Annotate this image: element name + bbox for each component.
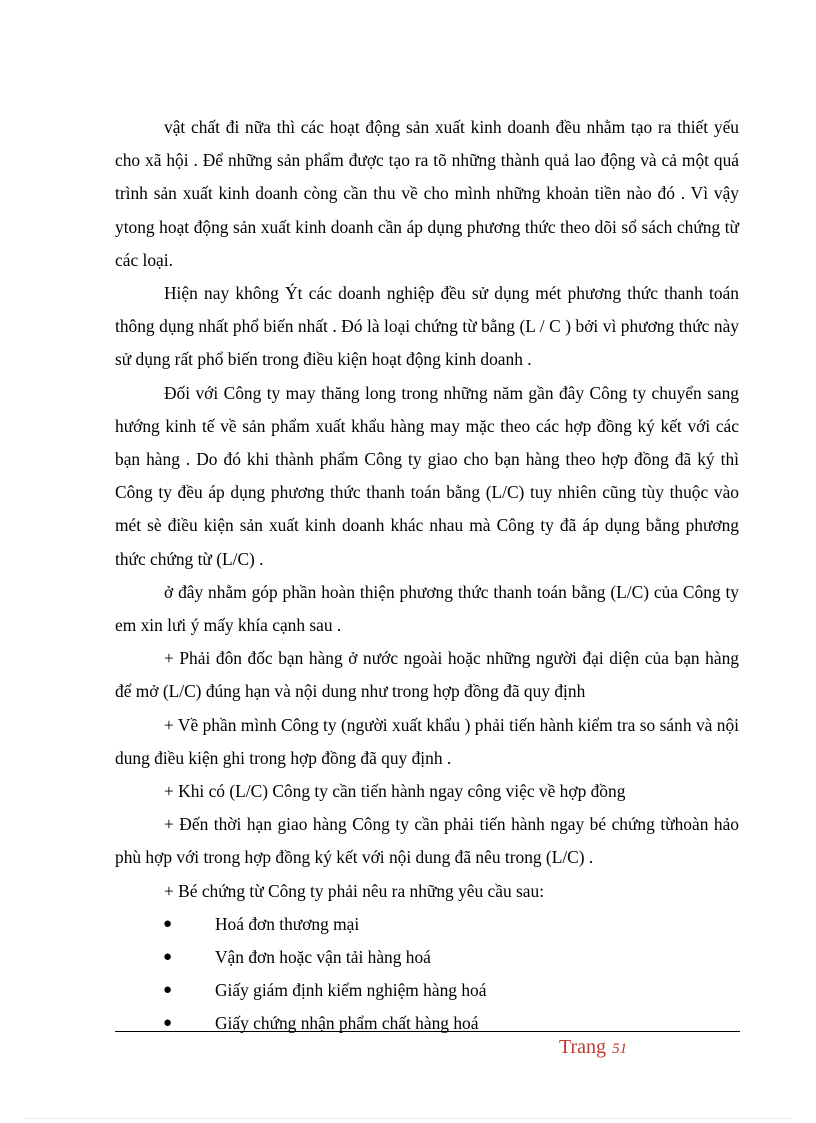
list-item-text: Hoá đơn thương mại	[215, 913, 360, 934]
footer-divider	[115, 1031, 740, 1032]
paragraph: ở đây nhằm góp phần hoàn thiện phương thức thanh toán bằng (L/C) của Công ty em xin lưi ý mấy khía cạnh sau .	[115, 581, 739, 636]
bullet-icon: ●	[163, 1015, 173, 1032]
document-list	[115, 908, 739, 1041]
list-item	[115, 974, 739, 1007]
list-item	[115, 908, 739, 941]
footer-label: Trang	[559, 1036, 607, 1058]
paragraph: + Đến thời hạn giao hàng Công ty cần phải tiến hành ngay bé chứng từhoàn hảo phù hợp với trong hợp đồng ký kết với nội dung đã nêu trong (L/C) .	[115, 814, 739, 868]
paragraph: + Bé chứng từ Công ty phải nêu ra những yêu cầu sau:	[164, 880, 545, 901]
paragraph: + Về phần mình Công ty (người xuất khẩu ) phải tiến hành kiểm tra so sánh và nội dung điều kiện ghi trong hợp đồng đã quy định .	[115, 714, 739, 768]
paragraph: Hiện nay không Ýt các doanh nghiệp đều sử dụng mét phương thức thanh toán thông dụng nhất phổ biến nhất . Đó là loại chứng từ bằng (L / C ) bởi vì phương thức này sử dụng rất phổ biến trong điều kiện hoạt động kinh doanh .	[115, 283, 739, 370]
list-item-text: Giấy chứng nhận phẩm chất hàng hoá	[215, 1013, 479, 1034]
page-edge-divider	[25, 1118, 791, 1119]
list-item	[115, 1007, 739, 1040]
paragraph: + Khi có (L/C) Công ty cần tiến hành ngay công việc về hợp đồng	[164, 781, 626, 802]
paragraph: vật chất đi nữa thì các hoạt động sản xuất kinh doanh đều nhằm tạo ra thiết yếu cho xã hội . Để những sản phẩm được tạo ra tõ những thành quả lao động và cả một quá trình sản xuất kinh doanh còng cần thu về cho mình những khoản tiền nào đó . Vì vậy ytong hoạt động sản xuất kinh doanh cần áp dụng phương thức theo dõi sổ sách chứng từ các loại.	[115, 117, 739, 270]
body-text	[115, 111, 739, 1041]
bullet-icon: ●	[163, 949, 173, 966]
bullet-icon: ●	[163, 982, 173, 999]
bullet-icon: ●	[163, 915, 173, 932]
paragraph: + Phải đôn đốc bạn hàng ở nước ngoài hoặc những người đại diện của bạn hàng để mở (L/C) đúng hạn và nội dung như trong hợp đồng đã quy định	[115, 648, 739, 702]
page-footer	[559, 1036, 627, 1059]
list-item	[115, 941, 739, 974]
list-item-text: Giấy giám định kiểm nghiệm hàng hoá	[215, 980, 487, 1001]
list-item-text: Vận đơn hoặc vận tải hàng hoá	[215, 947, 431, 968]
paragraph: Đối với Công ty may thăng long trong những năm gần đây Công ty chuyển sang hướng kinh tế về sản phẩm xuất khẩu hàng may mặc theo các hợp đồng ký kết với các bạn hàng . Do đó khi thành phẩm Công ty giao cho bạn hàng theo hợp đồng đã ký thì Công ty đều áp dụng phương thức thanh toán bằng (L/C) tuy nhiên cũng tùy thuộc vào mét sè điều kiện sản xuất kinh doanh khác nhau mà Công ty đã áp dụng bằng phương thức chứng từ (L/C) .	[115, 382, 739, 569]
page-number: 51	[612, 1041, 628, 1057]
